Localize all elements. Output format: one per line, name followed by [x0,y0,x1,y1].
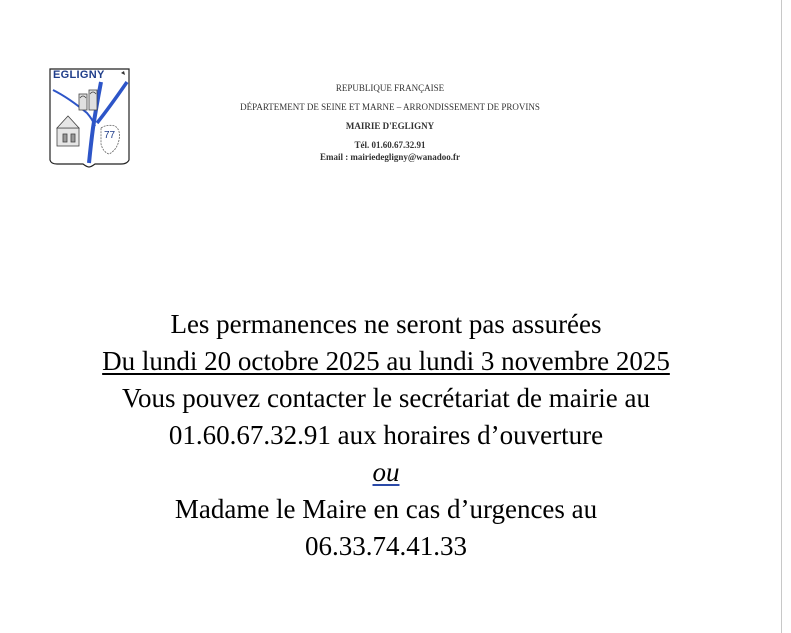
town-hall-name: MAIRIE D'EGLIGNY [345,121,435,131]
logo-department-number: 77 [104,130,116,141]
notice-line-3: Vous pouvez contacter le secrétariat de mairie au [121,383,650,413]
notice-line-1: Les permanences ne seront pas assurées [170,309,602,339]
page-edge-divider [781,0,782,633]
notice-line-4: 01.60.67.32.91 aux horaires d’ouverture [168,420,604,450]
logo-town-name: EGLIGNY [53,69,105,81]
notice-line-6: Madame le Maire en cas d’urgences au [174,494,598,524]
email-line: Email : mairiedegligny@wanadoo.fr [319,152,461,162]
phone-line: Tél. 01.60.67.32.91 [354,140,426,150]
closure-notice [0,306,772,565]
letterhead [180,82,600,164]
coat-of-arms-icon [49,68,131,168]
notice-emergency-phone: 06.33.74.41.33 [305,531,467,561]
republic-line: REPUBLIQUE FRANÇAISE [335,83,445,93]
notice-dates: Du lundi 20 octobre 2025 au lundi 3 novembre 2025 [102,346,670,376]
town-coat-of-arms-logo [49,68,131,168]
department-line: DÉPARTEMENT DE SEINE ET MARNE – ARRONDISSEMENT DE PROVINS [240,102,540,112]
notice-or: ou [372,457,400,487]
